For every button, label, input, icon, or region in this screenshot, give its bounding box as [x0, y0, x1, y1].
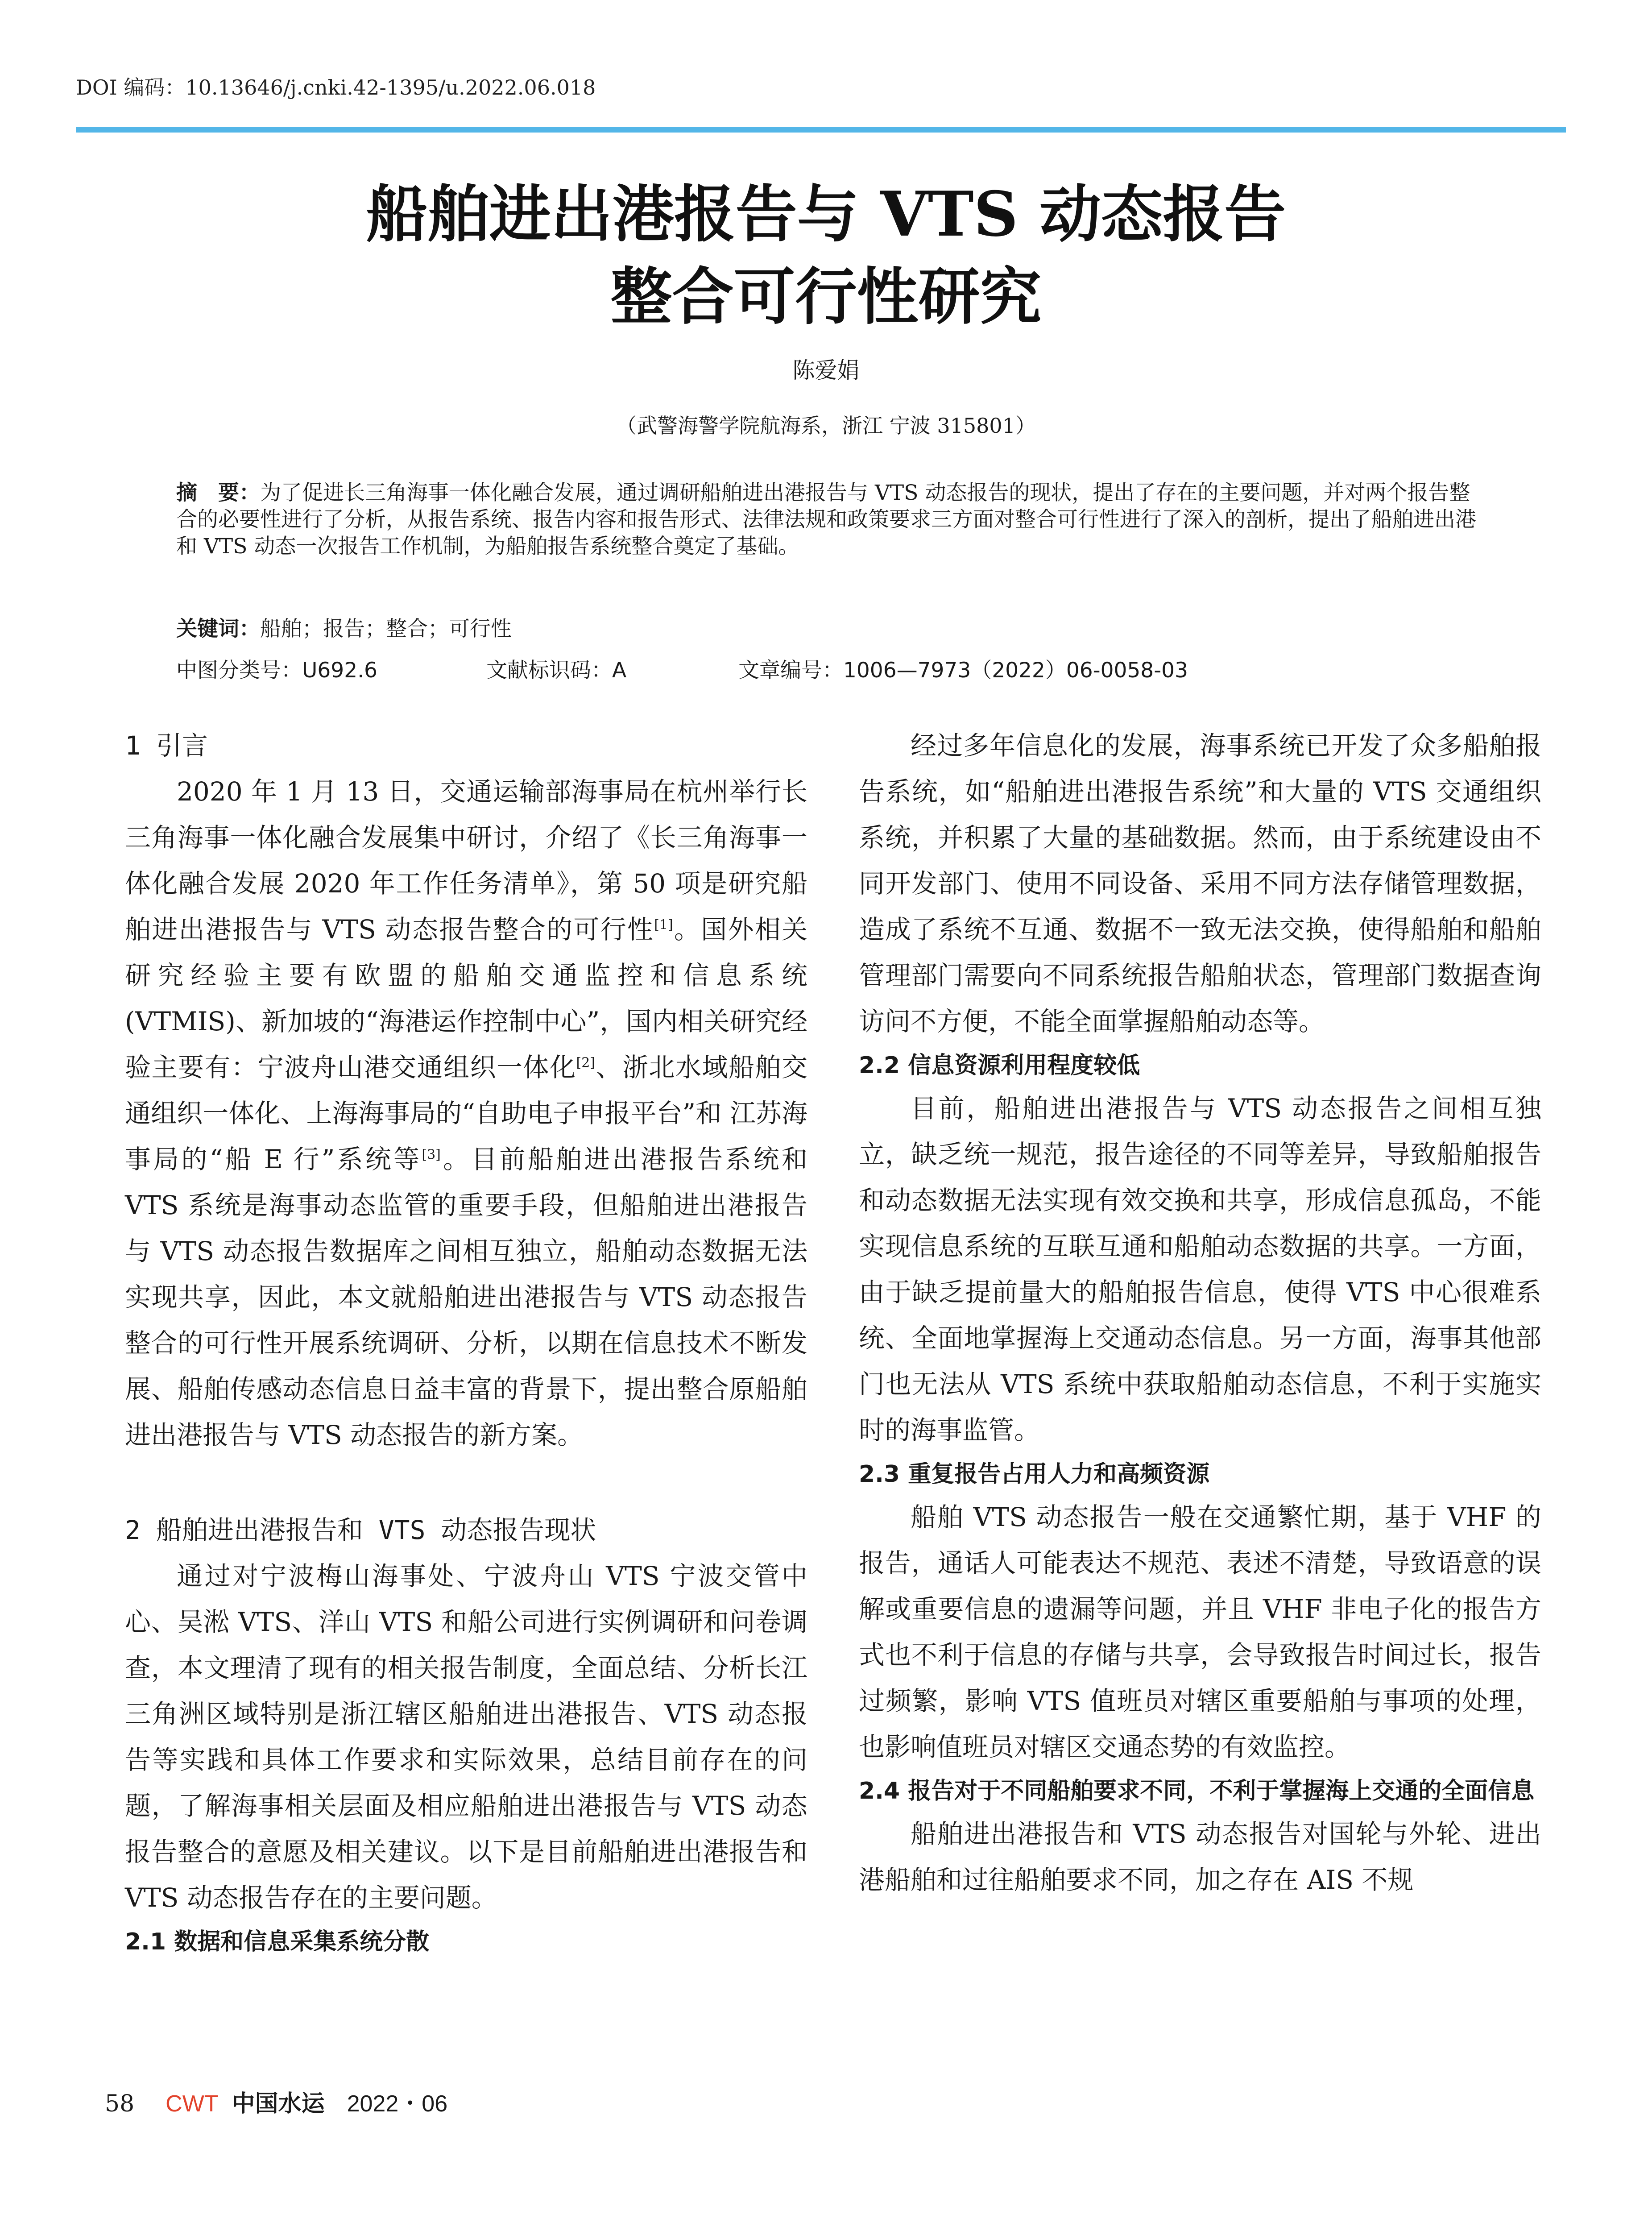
subsection-heading-2-2: 2.2 信息资源利用程度较低: [859, 1052, 1140, 1079]
citation-2: [2]: [576, 1055, 595, 1071]
intro-text-c: 、浙北水域船舶交通组织一体化、上海海事局的“自助电子申报平台”和 江苏海事局的“船 E 行”系统等: [125, 1052, 807, 1174]
abstract: [176, 480, 1479, 560]
subsection-heading-2-1: 2.1 数据和信息采集系统分散: [125, 1928, 430, 1955]
issue-date: 2022・06: [347, 2091, 448, 2117]
article-number: 文章编号：1006—7973（2022）06-0058-03: [738, 658, 1188, 683]
section-heading-2: 2 船舶进出港报告和 VTS 动态报告现状: [125, 1515, 596, 1545]
paragraph-2-4: 船舶进出港报告和 VTS 动态报告对国轮与外轮、进出港船舶和过往船舶要求不同，加之存在 AIS 不规: [859, 1819, 1541, 1895]
footer: [105, 2085, 447, 2118]
magazine-name: 中国水运: [232, 2090, 325, 2117]
subsection-heading-2-4: 2.4 报告对于不同船舶要求不同，不利于掌握海上交通的全面信息: [859, 1778, 1535, 1804]
status-paragraph: 通过对宁波梅山海事处、宁波舟山 VTS 宁波交管中心、吴淞 VTS、洋山 VTS 和船公司进行实例调研和问卷调查，本文理清了现有的相关报告制度，全面总结、分析长江三角洲区域特别是浙江辖区船舶进出港报告、VTS 动态报告等实践和具体工作要求和实际效果，总结目前存在的问题，了解海事相关层面及相应船舶进出港报告与 VTS 动态报告整合的意愿及相关建议。以下是目前船舶进出港报告和 VTS 动态报告存在的主要问题。: [125, 1561, 807, 1913]
subsection-heading-2-3: 2.3 重复报告占用人力和高频资源: [859, 1461, 1210, 1488]
section-heading-1: 1 引言: [125, 730, 208, 761]
title-line-2: 整合可行性研究: [610, 260, 1042, 333]
citation-1: [1]: [654, 917, 673, 933]
header-rule: [76, 127, 1566, 133]
author: 陈爱娟: [792, 357, 860, 383]
paragraph-2-3: 船舶 VTS 动态报告一般在交通繁忙期，基于 VHF 的报告，通话人可能表达不规范、表述不清楚，导致语意的误解或重要信息的遗漏等问题，并且 VHF 非电子化的报告方式也不利于信息的存储与共享，会导致报告时间过长，报告过频繁，影响 VTS 值班员对辖区重要船舶与事项的处理，也影响值班员对辖区交通态势的有效监控。: [859, 1502, 1541, 1762]
abstract-label: 摘 要：: [176, 481, 260, 505]
paragraph-2-2: 目前，船舶进出港报告与 VTS 动态报告之间相互独立，缺乏统一规范，报告途径的不同等差异，导致船舶报告和动态数据无法实现有效交换和共享，形成信息孤岛，不能实现信息系统的互联互通和船舶动态数据的共享。一方面，由于缺乏提前量大的船舶报告信息，使得 VTS 中心很难系统、全面地掌握海上交通动态信息。另一方面，海事其他部门也无法从 VTS 系统中获取船舶动态信息，不利于实施实时的海事监管。: [859, 1093, 1541, 1445]
intro-text-b: 。国外相关研究经验主要有欧盟的船舶交通监控和信息系统 (VTMIS)、新加坡的“海港运作控制中心”，国内相关研究经验主要有：宁波舟山港交通组织一体化: [125, 914, 807, 1082]
keywords: [176, 612, 512, 642]
document-code: 文献标识码：A: [486, 658, 627, 683]
affiliation: （武警海警学院航海系，浙江 宁波 315801）: [616, 414, 1036, 438]
title-line-1: 船舶进出港报告与 VTS 动态报告: [366, 178, 1286, 250]
left-column: [125, 723, 807, 1962]
right-column: [859, 723, 1541, 1903]
page-number: 58: [105, 2090, 135, 2117]
citation-3: [3]: [422, 1147, 441, 1163]
intro-text-a: 2020 年 1 月 13 日，交通运输部海事局在杭州举行长三角海事一体化融合发展集中研讨，介绍了《长三角海事一体化融合发展 2020 年工作任务清单》，第 50 项是研究船舶进出港报告与 VTS 动态报告整合的可行性: [125, 776, 807, 945]
keywords-label: 关键词：: [176, 617, 260, 641]
keywords-text: 船舶；报告；整合；可行性: [260, 617, 512, 641]
abstract-text: 为了促进长三角海事一体化融合发展，通过调研船舶进出港报告与 VTS 动态报告的现状，提出了存在的主要问题，并对两个报告整合的必要性进行了分析，从报告系统、报告内容和报告形式、法律法规和政策要求三方面对整合可行性进行了深入的剖析，提出了船舶进出港和 VTS 动态一次报告工作机制，为船舶报告系统整合奠定了基础。: [176, 481, 1476, 559]
intro-paragraph: [125, 769, 807, 1458]
doi-line: DOI 编码：10.13646/j.cnki.42-1395/u.2022.06.018: [76, 75, 596, 100]
brand-logo: CWT: [166, 2091, 219, 2117]
paragraph-2-1: 经过多年信息化的发展，海事系统已开发了众多船舶报告系统，如“船舶进出港报告系统”和大量的 VTS 交通组织系统，并积累了大量的基础数据。然而，由于系统建设由不同开发部门、使用不同设备、采用不同方法存储管理数据，造成了系统不互通、数据不一致无法交换，使得船舶和船舶管理部门需要向不同系统报告船舶状态，管理部门数据查询访问不方便，不能全面掌握船舶动态等。: [859, 730, 1541, 1037]
intro-text-d: 。目前船舶进出港报告系统和 VTS 系统是海事动态监管的重要手段，但船舶进出港报告与 VTS 动态报告数据库之间相互独立，船舶动态数据无法实现共享，因此，本文就船舶进出港报告与 VTS 动态报告整合的可行性开展系统调研、分析，以期在信息技术不断发展、船舶传感动态信息日益丰富的背景下，提出整合原船舶进出港报告与 VTS 动态报告的新方案。: [125, 1144, 807, 1450]
clc-number: 中图分类号：U692.6: [176, 658, 377, 683]
section-gap: [125, 1458, 807, 1507]
